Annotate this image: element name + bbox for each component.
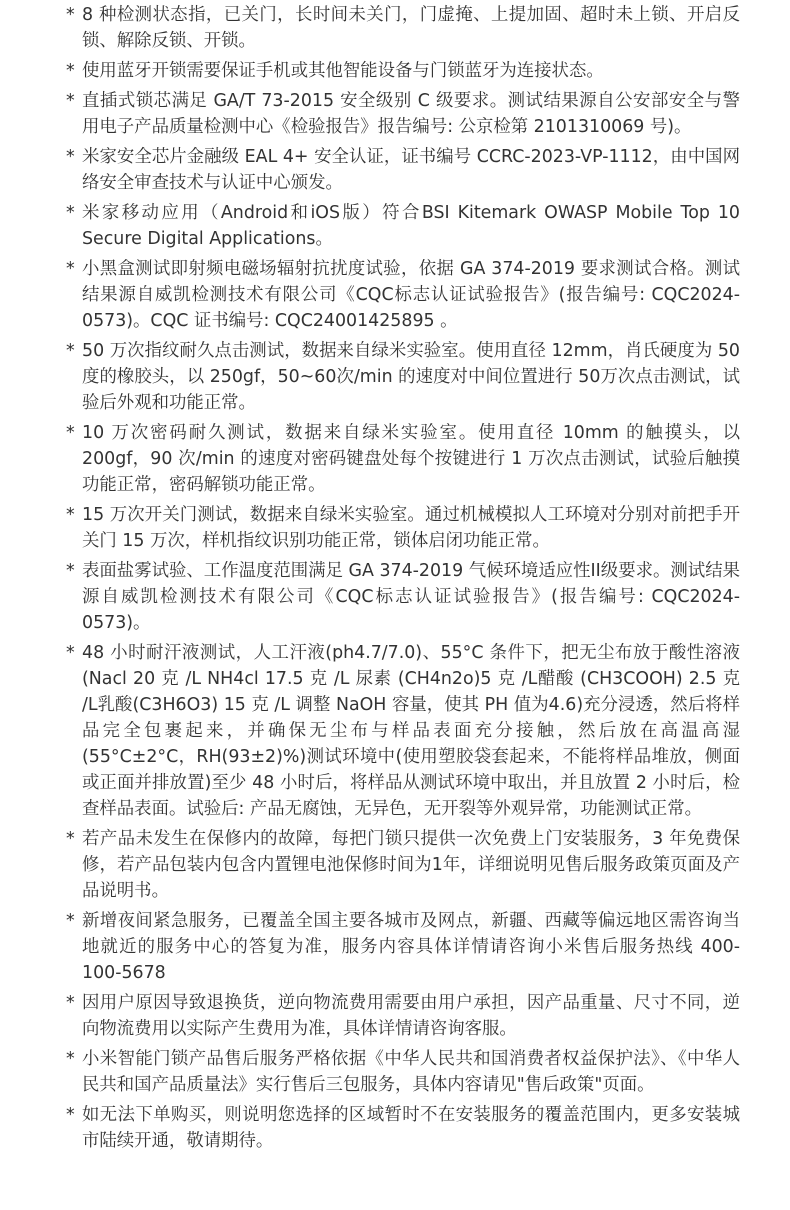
footnote-item <box>64 558 740 636</box>
footnote-item <box>64 144 740 196</box>
footnote-text: 米家安全芯片金融级 EAL 4+ 安全认证，证书编号 CCRC-2023-VP-1112，由中国网络安全审查技术与认证中心颁发。 <box>82 147 740 193</box>
footnote-list <box>64 2 740 1158</box>
footnote-text: 直插式锁芯满足 GA/T 73-2015 安全级别 C 级要求。测试结果源自公安部安全与警用电子产品质量检测中心《检验报告》报告编号: 公京检第 2101310069 号)。 <box>82 91 740 137</box>
footnote-text: 8 种检测状态指，已关门，长时间未关门，门虚掩、上提加固、超时未上锁、开启反锁、解除反锁、开锁。 <box>82 5 740 51</box>
asterisk-bullet: * <box>66 5 75 25</box>
footnote-item <box>64 502 740 554</box>
footnote-text: 10 万次密码耐久测试，数据来自绿米实验室。使用直径 10mm 的触摸头，以 200gf，90 次/min 的速度对密码键盘处每个按键进行 1 万次点击测试，试验后触摸功能正常，密码解锁功能正常。 <box>82 423 740 495</box>
asterisk-bullet: * <box>66 829 75 849</box>
footnote-text: 50 万次指纹耐久点击测试，数据来自绿米实验室。使用直径 12mm，肖氏硬度为 50 度的橡胶头，以 250gf，50~60次/min 的速度对中间位置进行 50万次点击测试，试验后外观和功能正常。 <box>82 341 740 413</box>
footnote-item <box>64 1102 740 1154</box>
footnote-text: 表面盐雾试验、工作温度范围满足 GA 374-2019 气候环境适应性II级要求。测试结果源自威凯检测技术有限公司《CQC标志认证试验报告》(报告编号: CQC2024-0573)。 <box>82 561 740 633</box>
footnote-item <box>64 826 740 904</box>
footnote-item <box>64 256 740 334</box>
asterisk-bullet: * <box>66 505 75 525</box>
asterisk-bullet: * <box>66 61 75 81</box>
footnote-text: 米家移动应用（Android和iOS版）符合BSI Kitemark OWASP Mobile Top 10 Secure Digital Applications。 <box>82 203 740 249</box>
footnote-text: 若产品未发生在保修内的故障，每把门锁只提供一次免费上门安装服务，3 年免费保修，若产品包装内包含内置锂电池保修时间为1年，详细说明见售后服务政策页面及产品说明书。 <box>82 829 740 901</box>
footnote-text: 使用蓝牙开锁需要保证手机或其他智能设备与门锁蓝牙为连接状态。 <box>82 61 604 81</box>
asterisk-bullet: * <box>66 259 75 279</box>
footnote-item <box>64 2 740 54</box>
footnote-text: 小米智能门锁产品售后服务严格依据《中华人民共和国消费者权益保护法》、《中华人民共和国产品质量法》实行售后三包服务，具体内容请见"售后政策"页面。 <box>82 1049 740 1095</box>
asterisk-bullet: * <box>66 91 75 111</box>
footnote-item <box>64 88 740 140</box>
asterisk-bullet: * <box>66 1105 75 1125</box>
asterisk-bullet: * <box>66 341 75 361</box>
footnote-text: 如无法下单购买，则说明您选择的区域暂时不在安装服务的覆盖范围内，更多安装城市陆续开通，敬请期待。 <box>82 1105 740 1151</box>
footnote-item <box>64 200 740 252</box>
footnote-text: 小黑盒测试即射频电磁场辐射抗扰度试验，依据 GA 374-2019 要求测试合格。测试结果源自威凯检测技术有限公司《CQC标志认证试验报告》(报告编号: CQC2024-0573)。CQC 证书编号: CQC24001425895 。 <box>82 259 740 331</box>
footnote-item <box>64 640 740 822</box>
asterisk-bullet: * <box>66 423 75 443</box>
asterisk-bullet: * <box>66 1049 75 1069</box>
footnote-item <box>64 1046 740 1098</box>
footnote-text: 48 小时耐汗液测试，人工汗液(ph4.7/7.0)、55°C 条件下，把无尘布放于酸性溶液(Nacl 20 克 /L NH4cl 17.5 克 /L 尿素 (CH4n2o)5 克 /L醋酸 (CH3COOH) 2.5 克 /L乳酸(C3H6O3) 15 克 /L 调整 NaOH 容量，使其 PH 值为4.6)充分浸透，然后将样品完全包裹起来，并确保无尘布与样品表面充分接触，然后放在高温高湿(55°C±2°C，RH(93±2)%)测试环境中(使用塑胶袋套起来，不能将样品堆放，侧面或正面并排放置)至少 48 小时后，将样品从测试环境中取出，并且放置 2 小时后，检查样品表面。试验后: 产品无腐蚀，无异色，无开裂等外观异常，功能测试正常。 <box>82 643 740 819</box>
footnote-item <box>64 908 740 986</box>
asterisk-bullet: * <box>66 643 75 663</box>
footnote-text: 新增夜间紧急服务，已覆盖全国主要各城市及网点，新疆、西藏等偏远地区需咨询当地就近的服务中心的答复为准，服务内容具体详情请咨询小米售后服务热线 400-100-5678 <box>82 911 740 983</box>
footnote-item <box>64 990 740 1042</box>
footnote-item <box>64 420 740 498</box>
footnote-text: 15 万次开关门测试，数据来自绿米实验室。通过机械模拟人工环境对分别对前把手开关门 15 万次，样机指纹识别功能正常，锁体启闭功能正常。 <box>82 505 740 551</box>
asterisk-bullet: * <box>66 993 75 1013</box>
footnote-item <box>64 58 740 84</box>
asterisk-bullet: * <box>66 147 75 167</box>
footnote-text: 因用户原因导致退换货，逆向物流费用需要由用户承担，因产品重量、尺寸不同，逆向物流费用以实际产生费用为准，具体详情请咨询客服。 <box>82 993 740 1039</box>
footnote-item <box>64 338 740 416</box>
asterisk-bullet: * <box>66 561 75 581</box>
asterisk-bullet: * <box>66 911 75 931</box>
asterisk-bullet: * <box>66 203 75 223</box>
